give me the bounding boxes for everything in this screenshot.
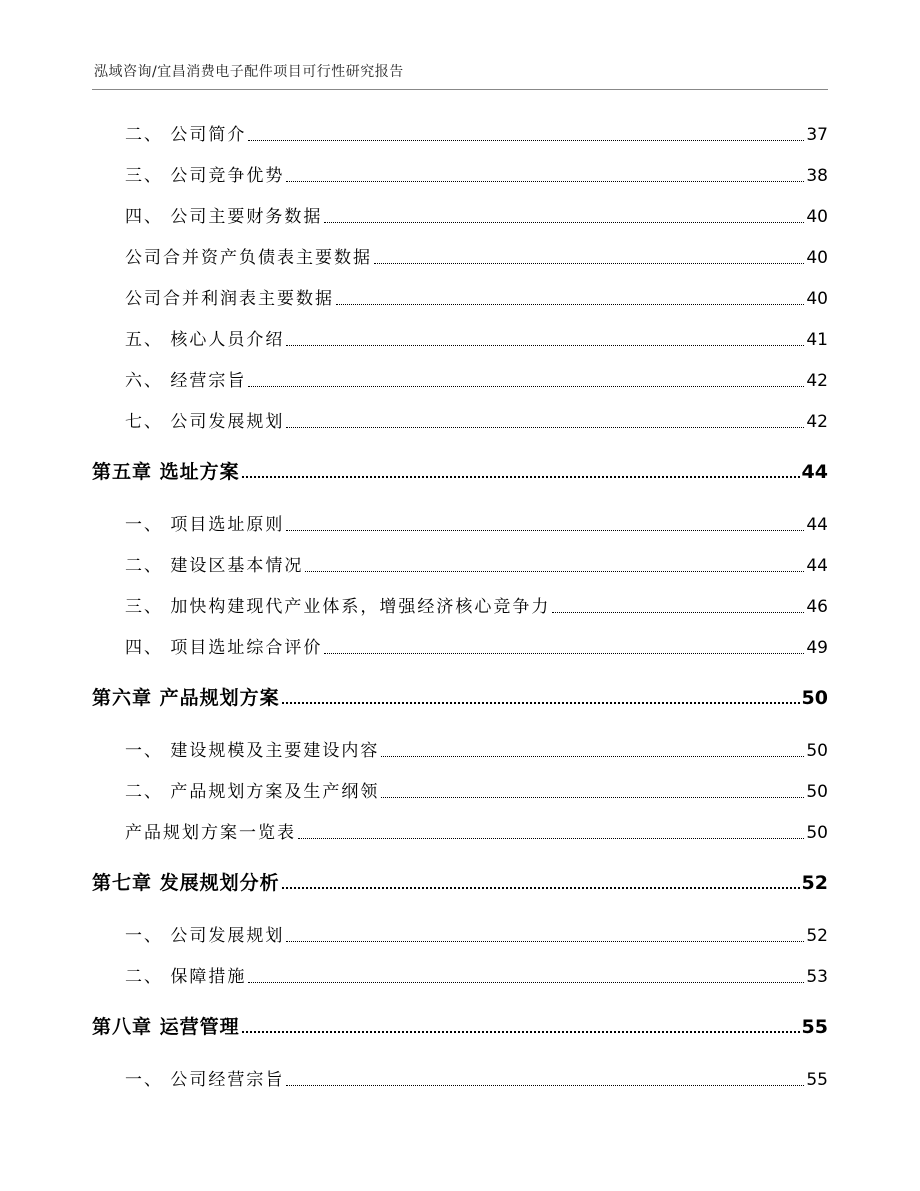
toc-entry-page: 42	[806, 371, 828, 391]
toc-entry-label: 六、 经营宗旨	[125, 371, 247, 391]
toc-entry-page: 49	[806, 638, 828, 658]
toc-entry-page: 40	[806, 207, 828, 227]
toc-entry[interactable]	[125, 246, 828, 270]
toc-entry[interactable]	[125, 123, 828, 147]
toc-entry-page: 42	[806, 412, 828, 432]
toc-entry[interactable]	[125, 369, 828, 393]
toc-leader	[242, 1031, 800, 1033]
toc-entry[interactable]	[125, 1068, 828, 1092]
toc-entry[interactable]	[125, 513, 828, 537]
toc-entry[interactable]	[125, 780, 828, 804]
toc-entry-label: 一、 项目选址原则	[125, 515, 285, 535]
toc-entry-page: 50	[806, 782, 828, 802]
toc-entry-label: 四、 项目选址综合评价	[125, 638, 323, 658]
toc-entry-label: 第八章 运营管理	[92, 1016, 240, 1038]
toc-entry[interactable]	[125, 328, 828, 352]
toc-entry-page: 50	[806, 741, 828, 761]
toc-leader	[286, 181, 804, 182]
toc-leader	[286, 345, 804, 346]
toc-entry-label: 五、 核心人员介绍	[125, 330, 285, 350]
toc-leader	[286, 530, 804, 531]
toc-entry[interactable]	[125, 164, 828, 188]
toc-entry[interactable]	[125, 554, 828, 578]
toc-chapter-entry[interactable]	[92, 686, 828, 710]
toc-chapter-entry[interactable]	[92, 871, 828, 895]
toc-leader	[324, 653, 804, 654]
toc-entry-page: 52	[801, 872, 828, 894]
toc-entry-label: 一、 公司经营宗旨	[125, 1070, 285, 1090]
toc-entry-page: 44	[806, 556, 828, 576]
toc-leader	[286, 427, 804, 428]
toc-leader	[282, 702, 800, 704]
toc-leader	[305, 571, 804, 572]
toc-entry-label: 四、 公司主要财务数据	[125, 207, 323, 227]
toc-entry[interactable]	[125, 739, 828, 763]
toc-leader	[336, 304, 804, 305]
toc-entry-label: 一、 建设规模及主要建设内容	[125, 741, 380, 761]
toc-entry-page: 46	[806, 597, 828, 617]
toc-chapter-entry[interactable]	[92, 1015, 828, 1039]
toc-entry[interactable]	[125, 205, 828, 229]
toc-entry-page: 52	[806, 926, 828, 946]
toc-entry-label: 七、 公司发展规划	[125, 412, 285, 432]
toc-entry-label: 第六章 产品规划方案	[92, 687, 280, 709]
toc-entry-page: 41	[806, 330, 828, 350]
toc-entry[interactable]	[125, 595, 828, 619]
toc-leader	[286, 941, 804, 942]
toc-entry-page: 50	[806, 823, 828, 843]
toc-leader	[248, 140, 804, 141]
toc-leader	[381, 756, 804, 757]
toc-entry-page: 40	[806, 248, 828, 268]
toc-entry-label: 二、 公司简介	[125, 125, 247, 145]
toc-leader	[374, 263, 804, 264]
toc-entry-page: 53	[806, 967, 828, 987]
toc-entry[interactable]	[125, 965, 828, 989]
toc-entry[interactable]	[125, 924, 828, 948]
toc-entry[interactable]	[125, 821, 828, 845]
page-header-title: 泓域咨询/宜昌消费电子配件项目可行性研究报告	[94, 64, 404, 80]
toc-entry-page: 44	[801, 461, 828, 483]
toc-entry-label: 产品规划方案一览表	[125, 823, 296, 843]
toc-entry-label: 二、 产品规划方案及生产纲领	[125, 782, 380, 802]
toc-entry-page: 55	[806, 1070, 828, 1090]
toc-entry-label: 第五章 选址方案	[92, 461, 240, 483]
toc-chapter-entry[interactable]	[92, 460, 828, 484]
toc-leader	[552, 612, 804, 613]
toc-entry-page: 40	[806, 289, 828, 309]
toc-entry-label: 三、 加快构建现代产业体系，增强经济核心竞争力	[125, 597, 551, 617]
toc-leader	[381, 797, 804, 798]
toc-leader	[242, 476, 800, 478]
toc-leader	[282, 887, 800, 889]
toc-entry-label: 一、 公司发展规划	[125, 926, 285, 946]
toc-leader	[286, 1085, 804, 1086]
toc-entry-label: 第七章 发展规划分析	[92, 872, 280, 894]
toc-entry-page: 55	[801, 1016, 828, 1038]
toc-entry[interactable]	[125, 287, 828, 311]
toc-entry-label: 公司合并利润表主要数据	[125, 289, 334, 309]
toc-entry-label: 二、 保障措施	[125, 967, 247, 987]
toc-leader	[248, 386, 804, 387]
toc-entry[interactable]	[125, 636, 828, 660]
toc-entry-page: 37	[806, 125, 828, 145]
toc-entry-page: 50	[801, 687, 828, 709]
toc-entry-page: 38	[806, 166, 828, 186]
toc-leader	[248, 982, 804, 983]
toc-entry-label: 二、 建设区基本情况	[125, 556, 304, 576]
toc-entry-label: 公司合并资产负债表主要数据	[125, 248, 372, 268]
toc-entry[interactable]	[125, 410, 828, 434]
toc-leader	[298, 838, 804, 839]
toc-entry-page: 44	[806, 515, 828, 535]
toc-leader	[324, 222, 804, 223]
toc-entry-label: 三、 公司竞争优势	[125, 166, 285, 186]
